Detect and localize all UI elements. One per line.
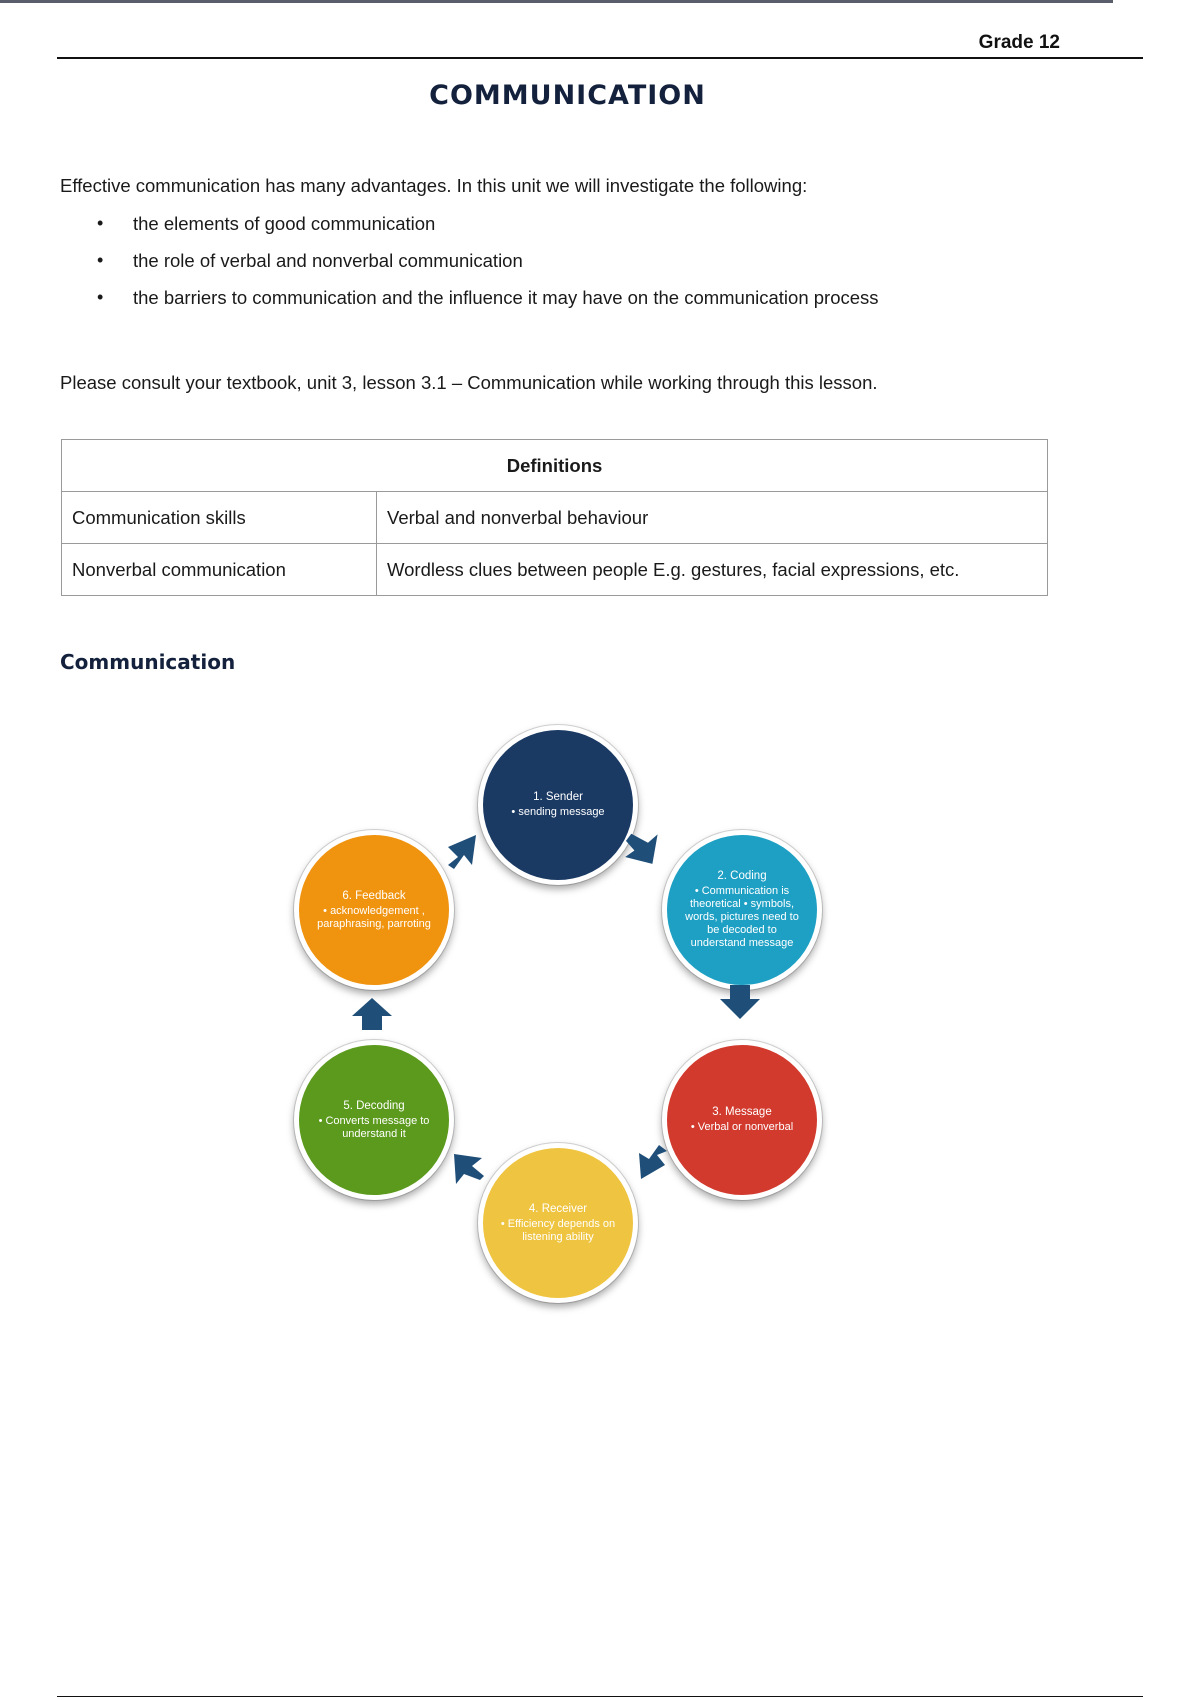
step-title: 3. Message (712, 1106, 772, 1118)
arrow-right-down-icon (625, 830, 661, 866)
step-body: • Communication is theoretical • symbols, words, pictures need to be decoded to understand message (685, 885, 799, 949)
step-title: 1. Sender (533, 791, 583, 803)
list-item: • the elements of good communication (97, 213, 436, 234)
consult-paragraph: Please consult your textbook, unit 3, lesson 3.1 – Communication while working through this lesson. (60, 372, 878, 393)
arrow-left-down-icon (635, 1145, 671, 1181)
table-heading: Definitions (62, 440, 1048, 492)
step-title: 4. Receiver (528, 1202, 588, 1215)
grade-label: Grade 12 (978, 32, 1060, 53)
step-title: 6. Feedback (342, 889, 406, 902)
footer-rule (57, 1696, 1143, 1697)
table-row (62, 544, 1048, 596)
header-rule (57, 57, 1143, 59)
table-row (62, 492, 1048, 544)
step-body: • Converts message to understand it (318, 1114, 430, 1140)
step-title: 2. Coding (717, 870, 767, 882)
cycle-step-message (662, 1040, 822, 1200)
bullet-icon: • (97, 250, 104, 270)
cycle-step-feedback (294, 830, 454, 990)
list-item: • the barriers to communication and the influence it may have on the communication process (97, 287, 879, 308)
cycle-step-decoding (294, 1040, 454, 1200)
communication-cycle-diagram (270, 700, 850, 1320)
step-body: • Efficiency depends on listening ability (500, 1217, 616, 1243)
step-title: 5. Decoding (343, 1099, 405, 1112)
arrow-down-icon (720, 985, 760, 1021)
list-item: • the role of verbal and nonverbal communication (97, 250, 523, 271)
cycle-step-coding (662, 830, 822, 990)
term-cell: Nonverbal communication (62, 544, 377, 596)
topic-list (60, 213, 879, 324)
section-heading: Communication (60, 650, 236, 674)
arrow-left-up-icon (450, 1150, 486, 1186)
bullet-icon: • (97, 213, 104, 233)
top-border (0, 0, 1113, 3)
step-body: • Verbal or nonverbal (690, 1121, 794, 1133)
bullet-icon: • (97, 287, 104, 307)
cycle-step-sender (478, 725, 638, 885)
step-body: • acknowledgement , paraphrasing, parroting (317, 904, 431, 930)
cycle-step-receiver (478, 1143, 638, 1303)
definitions-table (61, 439, 1048, 596)
table-header-row (62, 440, 1048, 492)
intro-paragraph: Effective communication has many advantages. In this unit we will investigate the following: (60, 175, 808, 196)
arrow-up-icon (352, 998, 392, 1032)
arrow-right-up-icon (442, 835, 478, 871)
term-cell: Communication skills (62, 492, 377, 544)
definition-cell: Wordless clues between people E.g. gestures, facial expressions, etc. (377, 544, 1048, 596)
page-title: COMMUNICATION (429, 80, 706, 111)
definition-cell: Verbal and nonverbal behaviour (377, 492, 1048, 544)
step-body: • sending message (511, 806, 605, 818)
